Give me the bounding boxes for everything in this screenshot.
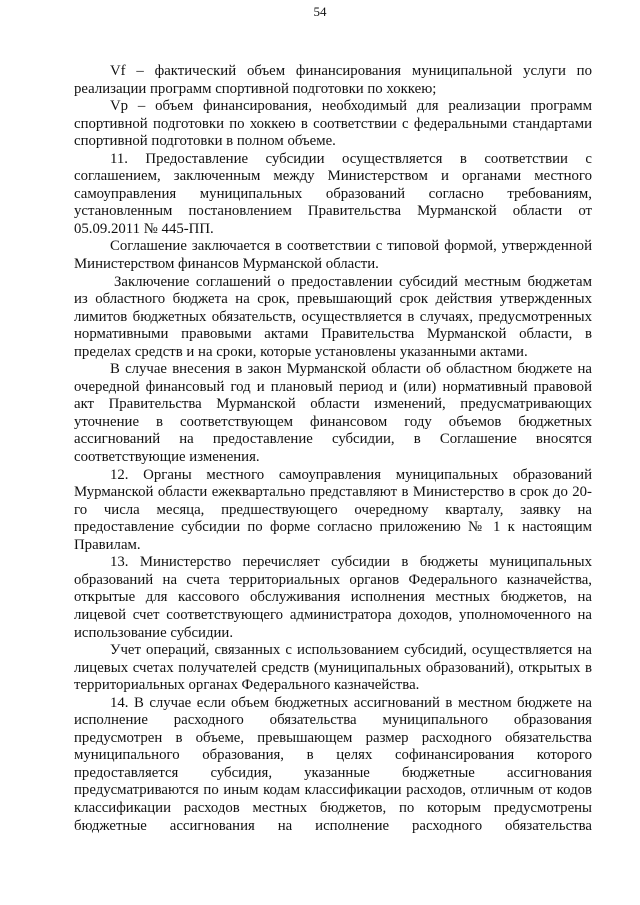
page-number: 54 [313, 4, 327, 19]
document-body [74, 63, 592, 835]
paragraph-accounting: Учет операций, связанных с использованием субсидий, осуществляется на лицевых счетах получателей средств (муниципальных образований), открытых в территориальных органах Федерального казначейства. [74, 642, 592, 694]
paragraph-vp-definition: Vp – объем финансирования, необходимый для реализации программ спортивной подготовки по хоккею в соответствии с федеральными стандартами спортивной подготовки в полном объеме. [74, 98, 592, 150]
paragraph-vf-definition: Vf – фактический объем финансирования муниципальной услуги по реализации программ спортивной подготовки по хоккею; [74, 63, 592, 97]
paragraph-13: 13. Министерство перечисляет субсидии в бюджеты муниципальных образований на счета территориальных органов Федерального казначейства, открытые для кассового обслуживания исполнения местных бюджетов, на лицевой счет соответствующего администратора доходов, уполномоченного на использование субсидии. [74, 554, 592, 641]
paragraph-agreement-term: Заключение соглашений о предоставлении субсидий местным бюджетам из областного бюджета на срок, превышающий срок действия утвержденных лимитов бюджетных обязательств, осуществляется в случаях, предусмотренных нормативными правовыми актами Правительства Мурманской области, в пределах средств и на сроки, которые установлены указанными актами. [74, 273, 592, 360]
paragraph-budget-changes: В случае внесения в закон Мурманской области об областном бюджете на очередной финансовый год и плановый период и (или) нормативный правовой акт Правительства Мурманской области изменений, предусматривающих уточнение в соответствующем финансовом году объемов бюджетных ассигнований на предоставление субсидии, в Соглашение вносятся соответствующие изменения. [74, 361, 592, 466]
paragraph-agreement-form: Соглашение заключается в соответствии с типовой формой, утвержденной Министерством финансов Мурманской области. [74, 238, 592, 273]
paragraph-12: 12. Органы местного самоуправления муниципальных образований Мурманской области ежеквартально представляют в Министерство в срок до 20-го числа месяца, предшествующего очередному кварталу, заявку на предоставление субсидии по форме согласно приложению № 1 к настоящим Правилам. [74, 466, 592, 553]
paragraph-14: 14. В случае если объем бюджетных ассигнований в местном бюджете на исполнение расходного обязательства муниципального образования предусмотрен в объеме, превышающем размер расходного обязательства муниципального образования, в целях софинансирования которого предоставляется субсидия, указанные бюджетные ассигнования предусматриваются по иным кодам классификации расходов, отличным от кодов классификации расходов местных бюджетов, по которым предусмотрены бюджетные ассигнования на исполнение расходного обязательства [74, 694, 592, 834]
paragraph-11: 11. Предоставление субсидии осуществляется в соответствии с соглашением, заключенным между Министерством и органами местного самоуправления муниципальных образований согласно требованиям, установленным постановлением Правительства Мурманской области от 05.09.2011 № 445-ПП. [74, 150, 592, 237]
